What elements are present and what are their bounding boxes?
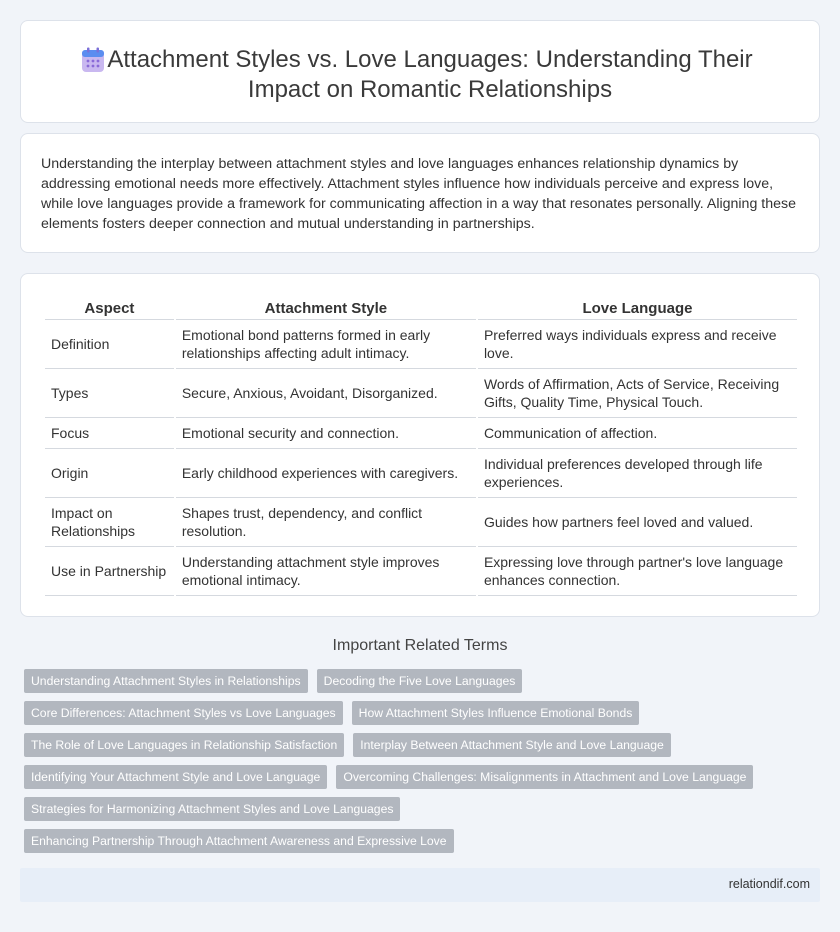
tag-row bbox=[24, 797, 804, 821]
table-header-row bbox=[45, 298, 797, 320]
row-attachment: Emotional bond patterns formed in early relationships affecting adult intimacy. bbox=[176, 320, 476, 369]
row-love-language: Communication of affection. bbox=[478, 418, 797, 449]
tag-row bbox=[24, 701, 804, 725]
row-aspect: Use in Partnership bbox=[45, 547, 174, 596]
row-love-language: Words of Affirmation, Acts of Service, Receiving Gifts, Quality Time, Physical Touch. bbox=[478, 369, 797, 418]
footer bbox=[20, 868, 820, 902]
related-term-link[interactable]: Identifying Your Attachment Style and Love Language bbox=[24, 765, 327, 789]
related-term-link[interactable]: Overcoming Challenges: Misalignments in Attachment and Love Language bbox=[336, 765, 753, 789]
related-term-link[interactable]: Interplay Between Attachment Style and Love Language bbox=[353, 733, 671, 757]
related-term-link[interactable]: How Attachment Styles Influence Emotional Bonds bbox=[352, 701, 640, 725]
header-card bbox=[20, 20, 820, 123]
row-love-language: Guides how partners feel loved and valued. bbox=[478, 498, 797, 547]
footer-site-link[interactable]: relationdif.com bbox=[728, 877, 810, 891]
table-row bbox=[45, 547, 797, 596]
row-love-language: Individual preferences developed through life experiences. bbox=[478, 449, 797, 498]
table-row bbox=[45, 320, 797, 369]
row-aspect: Types bbox=[45, 369, 174, 418]
comparison-table bbox=[43, 298, 799, 596]
related-term-link[interactable]: Strategies for Harmonizing Attachment Styles and Love Languages bbox=[24, 797, 400, 821]
row-attachment: Shapes trust, dependency, and conflict resolution. bbox=[176, 498, 476, 547]
row-attachment: Secure, Anxious, Avoidant, Disorganized. bbox=[176, 369, 476, 418]
related-term-link[interactable]: Understanding Attachment Styles in Relationships bbox=[24, 669, 308, 693]
tag-row bbox=[24, 765, 804, 789]
header-attachment-style: Attachment Style bbox=[176, 298, 476, 320]
row-aspect: Origin bbox=[45, 449, 174, 498]
table-row bbox=[45, 449, 797, 498]
intro-paragraph: Understanding the interplay between attachment styles and love languages enhances relationship dynamics by addressing emotional needs more effectively. Attachment styles influence how individuals perceive and express love, while love languages provide a framework for communicating affection in a way that resonates personally. Aligning these elements fosters deeper connection and mutual understanding in partnerships. bbox=[41, 156, 796, 232]
table-row bbox=[45, 369, 797, 418]
related-term-link[interactable]: Enhancing Partnership Through Attachment Awareness and Expressive Love bbox=[24, 829, 454, 853]
related-terms-heading: Important Related Terms bbox=[332, 637, 508, 654]
row-aspect: Definition bbox=[45, 320, 174, 369]
header-aspect: Aspect bbox=[45, 298, 174, 320]
related-term-link[interactable]: The Role of Love Languages in Relationship Satisfaction bbox=[24, 733, 344, 757]
table-row bbox=[45, 498, 797, 547]
related-term-link[interactable]: Core Differences: Attachment Styles vs Love Languages bbox=[24, 701, 343, 725]
tag-row bbox=[24, 733, 804, 757]
row-aspect: Focus bbox=[45, 418, 174, 449]
tag-row bbox=[24, 669, 804, 693]
header-love-language: Love Language bbox=[478, 298, 797, 320]
row-attachment: Early childhood experiences with caregivers. bbox=[176, 449, 476, 498]
row-attachment: Emotional security and connection. bbox=[176, 418, 476, 449]
row-attachment: Understanding attachment style improves emotional intimacy. bbox=[176, 547, 476, 596]
table-row bbox=[45, 418, 797, 449]
intro-card bbox=[20, 133, 820, 253]
related-term-link[interactable]: Decoding the Five Love Languages bbox=[317, 669, 523, 693]
row-aspect: Impact on Relationships bbox=[45, 498, 174, 547]
related-terms-list bbox=[24, 669, 804, 861]
comparison-card bbox=[20, 273, 820, 617]
page-title: Attachment Styles vs. Love Languages: Understanding Their Impact on Romantic Relationships bbox=[107, 46, 753, 103]
tag-row bbox=[24, 829, 804, 853]
row-love-language: Expressing love through partner's love language enhances connection. bbox=[478, 547, 797, 596]
row-love-language: Preferred ways individuals express and receive love. bbox=[478, 320, 797, 369]
